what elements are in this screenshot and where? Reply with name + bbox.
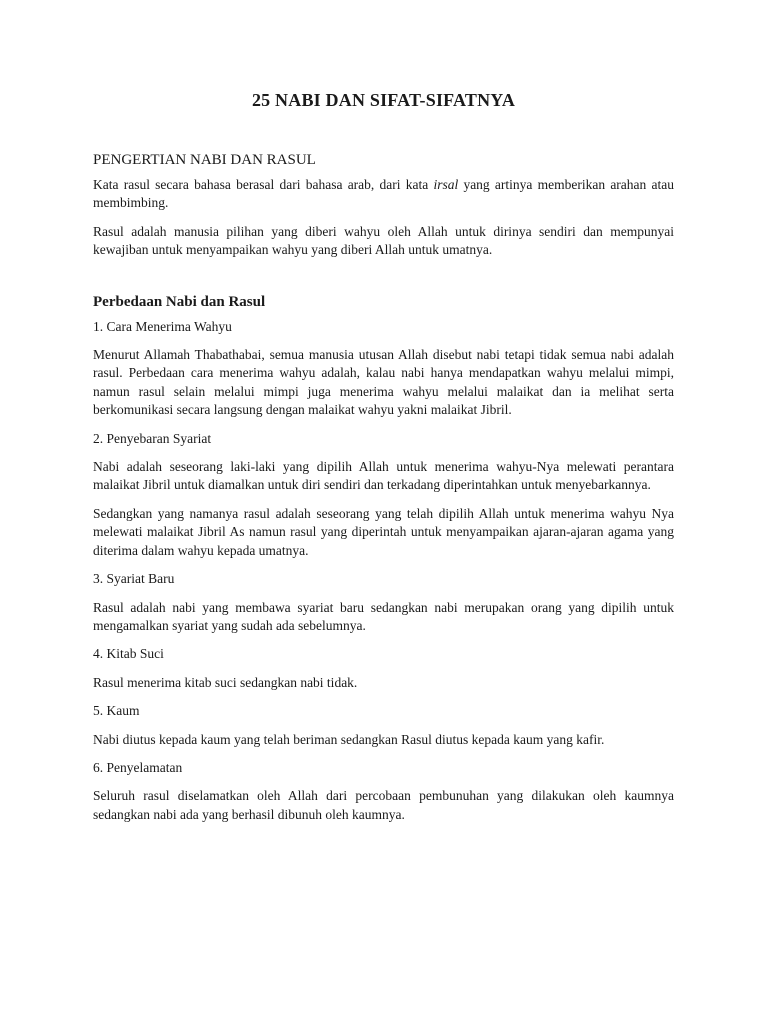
list-item-heading-6: 6. Penyelamatan: [93, 759, 183, 775]
section-heading-pengertian: PENGERTIAN NABI DAN RASUL: [93, 152, 316, 168]
paragraph-item-6: Seluruh rasul diselamatkan oleh Allah dari percobaan pembunuhan yang dilakukan oleh kaumnya sedangkan nabi ada yang berhasil dibunuh oleh kaumnya.: [93, 788, 674, 822]
paragraph-definition-rasul: [93, 176, 674, 213]
paragraph-item-1: Menurut Allamah Thabathabai, semua manusia utusan Allah disebut nabi tetapi tidak semua nabi adalah rasul. Perbedaan cara menerima wahyu adalah, kalau nabi hanya mendapatkan wahyu melalui mimpi, namun rasul selain melalui mimpi juga menerima wahyu melalui malaikat dan ia melihat serta berkomunikasi secara langsung dengan malaikat wahyu yakni malaikat Jibril.: [93, 347, 674, 418]
document-page: [93, 88, 674, 834]
paragraph-item-4: Rasul menerima kitab suci sedangkan nabi tidak.: [93, 674, 358, 690]
list-item-heading-3: 3. Syariat Baru: [93, 571, 175, 587]
spacer: [93, 270, 674, 292]
list-item-heading-2: 2. Penyebaran Syariat: [93, 430, 212, 446]
list-item-heading-5: 5. Kaum: [93, 703, 140, 719]
paragraph-text: Kata rasul secara bahasa berasal dari bahasa arab, dari kata: [93, 177, 434, 192]
section-heading-perbedaan: Perbedaan Nabi dan Rasul: [93, 293, 266, 310]
paragraph-rasul-meaning: Rasul adalah manusia pilihan yang diberi wahyu oleh Allah untuk dirinya sendiri dan mempunyai kewajiban untuk menyampaikan wahyu yang diberi Allah untuk umatnya.: [93, 223, 674, 258]
italic-term-irsal: irsal: [433, 177, 459, 192]
paragraph-item-2a: Nabi adalah seseorang laki-laki yang dipilih Allah untuk menerima wahyu-Nya melewati perantara malaikat Jibril untuk diamalkan untuk diri sendiri dan terkadang diperintahkan untuk menyebarkannya.: [93, 459, 674, 493]
list-item-heading-4: 4. Kitab Suci: [93, 646, 164, 662]
paragraph-item-3: Rasul adalah nabi yang membawa syariat baru sedangkan nabi merupakan orang yang dipilih untuk mengamalkan syariat yang sudah ada sebelumnya.: [93, 599, 674, 633]
paragraph-text: yang artinya memberikan arahan atau membimbing.: [93, 177, 674, 211]
paragraph-item-5: Nabi diutus kepada kaum yang telah beriman sedangkan Rasul diutus kepada kaum yang kafir.: [93, 731, 605, 747]
document-title: 25 NABI DAN SIFAT-SIFATNYA: [251, 90, 516, 110]
paragraph-item-2b: Sedangkan yang namanya rasul adalah seseorang yang telah dipilih Allah untuk menerima wahyu Nya melewati malaikat Jibril As namun rasul yang diperintah untuk menyampaikan ajaran-ajaran agama yang diterima dalam wahyu kepada umatnya.: [93, 505, 674, 558]
list-item-heading-1: 1. Cara Menerima Wahyu: [93, 318, 232, 334]
